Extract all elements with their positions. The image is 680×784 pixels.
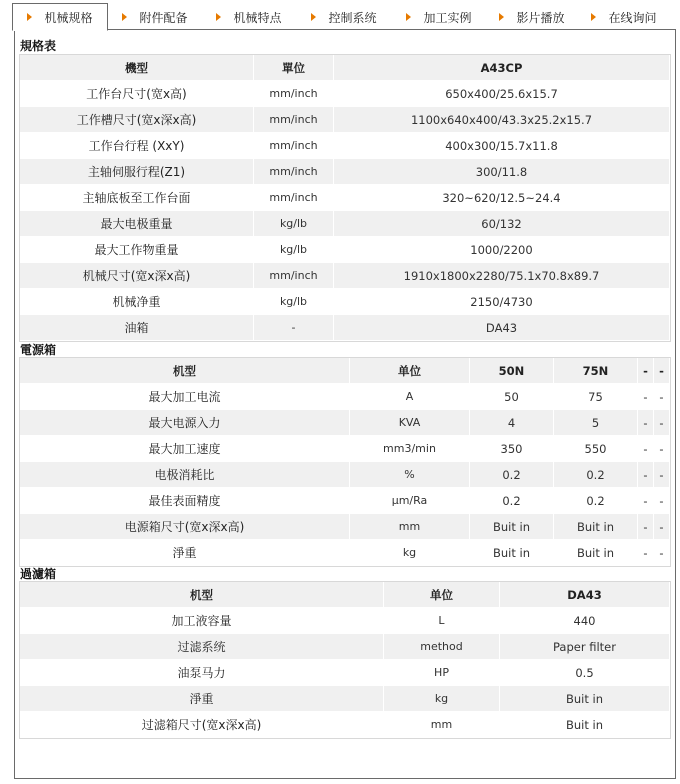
spec-unit: mm/inch — [254, 133, 334, 159]
table-row — [20, 462, 670, 488]
spec-unit: kg/lb — [254, 211, 334, 237]
power-value: Buit in — [470, 540, 554, 566]
table-row — [20, 263, 670, 289]
table-header-row — [20, 358, 670, 384]
tab-label: 加工实例 — [423, 10, 472, 25]
spec-label: 主轴伺服行程(Z1) — [20, 159, 254, 185]
filter-value: Paper filter — [500, 634, 670, 660]
spec-unit: mm/inch — [254, 263, 334, 289]
spec-unit: mm/inch — [254, 107, 334, 133]
tab-label: 机械特点 — [233, 10, 282, 25]
filter-unit: L — [384, 608, 500, 634]
table-row — [20, 410, 670, 436]
power-label: 最大加工电流 — [20, 384, 350, 410]
spec-value: 320~620/12.5~24.4 — [334, 185, 670, 211]
power-value: 4 — [470, 410, 554, 436]
spec-unit: mm/inch — [254, 159, 334, 185]
spec-label: 工作台尺寸(宽x高) — [20, 81, 254, 107]
spec-unit: kg/lb — [254, 289, 334, 315]
spec-label: 主轴底板至工作台面 — [20, 185, 254, 211]
power-value: 350 — [470, 436, 554, 462]
power-value: - — [654, 410, 670, 436]
filter-value: Buit in — [500, 712, 670, 738]
filter-unit: method — [384, 634, 500, 660]
power-value: - — [654, 540, 670, 566]
power-value: 0.2 — [554, 488, 638, 514]
arrow-right-icon — [499, 13, 504, 21]
power-table — [19, 357, 671, 567]
filter-label: 过滤系统 — [20, 634, 384, 660]
power-label: 最佳表面精度 — [20, 488, 350, 514]
power-value: 5 — [554, 410, 638, 436]
arrow-right-icon — [591, 13, 596, 21]
spec-unit: mm/inch — [254, 185, 334, 211]
filter-table — [19, 581, 671, 739]
arrow-right-icon — [406, 13, 411, 21]
spec-value: 60/132 — [334, 211, 670, 237]
table-row — [20, 133, 670, 159]
table-row — [20, 608, 670, 634]
header-cell: 機型 — [20, 55, 254, 81]
power-label: 最大加工速度 — [20, 436, 350, 462]
tab-label: 控制系统 — [328, 10, 377, 25]
power-value: 75 — [554, 384, 638, 410]
table-row — [20, 384, 670, 410]
power-unit: mm — [350, 514, 470, 540]
power-value: 50 — [470, 384, 554, 410]
power-unit: KVA — [350, 410, 470, 436]
power-value: - — [638, 384, 654, 410]
arrow-right-icon — [311, 13, 316, 21]
arrow-right-icon — [122, 13, 127, 21]
table-header-row — [20, 55, 670, 81]
power-unit: kg — [350, 540, 470, 566]
tab-inquiry[interactable] — [578, 4, 670, 30]
spec-table — [19, 54, 671, 342]
spec-value: 300/11.8 — [334, 159, 670, 185]
header-cell: 机型 — [20, 358, 350, 384]
table-row — [20, 159, 670, 185]
tab-accessories[interactable] — [108, 4, 202, 30]
table-row — [20, 660, 670, 686]
filter-value: Buit in — [500, 686, 670, 712]
power-value: - — [654, 462, 670, 488]
power-value: - — [638, 488, 654, 514]
header-cell: 50N — [470, 358, 554, 384]
power-value: 0.2 — [470, 462, 554, 488]
power-value: 550 — [554, 436, 638, 462]
power-unit: % — [350, 462, 470, 488]
spec-unit: - — [254, 315, 334, 341]
spec-label: 工作台行程 (XxY) — [20, 133, 254, 159]
spec-label: 机械净重 — [20, 289, 254, 315]
power-value: - — [654, 384, 670, 410]
spec-value: 2150/4730 — [334, 289, 670, 315]
tab-examples[interactable] — [392, 4, 486, 30]
power-value: 0.2 — [554, 462, 638, 488]
header-cell: 單位 — [254, 55, 334, 81]
spec-value: 400x300/15.7x11.8 — [334, 133, 670, 159]
power-value: - — [654, 488, 670, 514]
tab-label: 附件配备 — [139, 10, 188, 25]
header-cell: A43CP — [334, 55, 670, 81]
filter-value: 0.5 — [500, 660, 670, 686]
header-cell: 机型 — [20, 582, 384, 608]
header-cell: 单位 — [384, 582, 500, 608]
table-row — [20, 211, 670, 237]
spec-unit: kg/lb — [254, 237, 334, 263]
content-panel — [14, 29, 676, 779]
arrow-right-icon — [27, 13, 32, 21]
tab-video[interactable] — [486, 4, 578, 30]
table-row — [20, 289, 670, 315]
power-value: Buit in — [470, 514, 554, 540]
spec-unit: mm/inch — [254, 81, 334, 107]
header-cell: 单位 — [350, 358, 470, 384]
header-cell: - — [654, 358, 670, 384]
spec-value: 1910x1800x2280/75.1x70.8x89.7 — [334, 263, 670, 289]
spec-label: 工作槽尺寸(宽x深x高) — [20, 107, 254, 133]
table-row — [20, 185, 670, 211]
tab-features[interactable] — [202, 4, 296, 30]
filter-label: 油泵马力 — [20, 660, 384, 686]
power-value: Buit in — [554, 514, 638, 540]
header-cell: DA43 — [500, 582, 670, 608]
table-row — [20, 634, 670, 660]
power-label: 电极消耗比 — [20, 462, 350, 488]
spec-value: 650x400/25.6x15.7 — [334, 81, 670, 107]
tab-bar — [12, 4, 676, 30]
table-row — [20, 81, 670, 107]
power-value: - — [654, 436, 670, 462]
power-value: Buit in — [554, 540, 638, 566]
filter-unit: kg — [384, 686, 500, 712]
tab-label: 机械规格 — [44, 10, 93, 25]
spec-label: 机械尺寸(宽x深x高) — [20, 263, 254, 289]
power-value: - — [638, 436, 654, 462]
power-value: - — [638, 514, 654, 540]
table-row — [20, 712, 670, 738]
filter-label: 过滤箱尺寸(宽x深x高) — [20, 712, 384, 738]
spec-label: 最大工作物重量 — [20, 237, 254, 263]
tab-label: 在线询问 — [608, 10, 657, 25]
filter-value: 440 — [500, 608, 670, 634]
power-unit: mm3/min — [350, 436, 470, 462]
table-row — [20, 237, 670, 263]
tab-control-system[interactable] — [296, 4, 392, 30]
spec-section-title: 規格表 — [20, 39, 57, 53]
power-label: 最大电源入力 — [20, 410, 350, 436]
spec-value: DA43 — [334, 315, 670, 341]
tab-label: 影片播放 — [516, 10, 565, 25]
table-row — [20, 514, 670, 540]
arrow-right-icon — [216, 13, 221, 21]
filter-unit: mm — [384, 712, 500, 738]
power-value: - — [654, 514, 670, 540]
filter-label: 加工液容量 — [20, 608, 384, 634]
filter-unit: HP — [384, 660, 500, 686]
power-value: - — [638, 410, 654, 436]
power-value: - — [638, 540, 654, 566]
header-cell: - — [638, 358, 654, 384]
table-row — [20, 107, 670, 133]
table-row — [20, 686, 670, 712]
table-row — [20, 315, 670, 341]
spec-label: 最大电极重量 — [20, 211, 254, 237]
header-cell: 75N — [554, 358, 638, 384]
table-header-row — [20, 582, 670, 608]
power-label: 电源箱尺寸(宽x深x高) — [20, 514, 350, 540]
table-row — [20, 540, 670, 566]
power-unit: A — [350, 384, 470, 410]
spec-value: 1100x640x400/43.3x25.2x15.7 — [334, 107, 670, 133]
filter-section-title: 過濾箱 — [20, 567, 57, 581]
filter-label: 淨重 — [20, 686, 384, 712]
power-section-title: 電源箱 — [20, 343, 57, 357]
power-unit: μm/Ra — [350, 488, 470, 514]
table-row — [20, 488, 670, 514]
power-label: 淨重 — [20, 540, 350, 566]
power-value: 0.2 — [470, 488, 554, 514]
tab-machine-spec[interactable] — [12, 3, 108, 31]
power-value: - — [638, 462, 654, 488]
spec-value: 1000/2200 — [334, 237, 670, 263]
spec-label: 油箱 — [20, 315, 254, 341]
table-row — [20, 436, 670, 462]
